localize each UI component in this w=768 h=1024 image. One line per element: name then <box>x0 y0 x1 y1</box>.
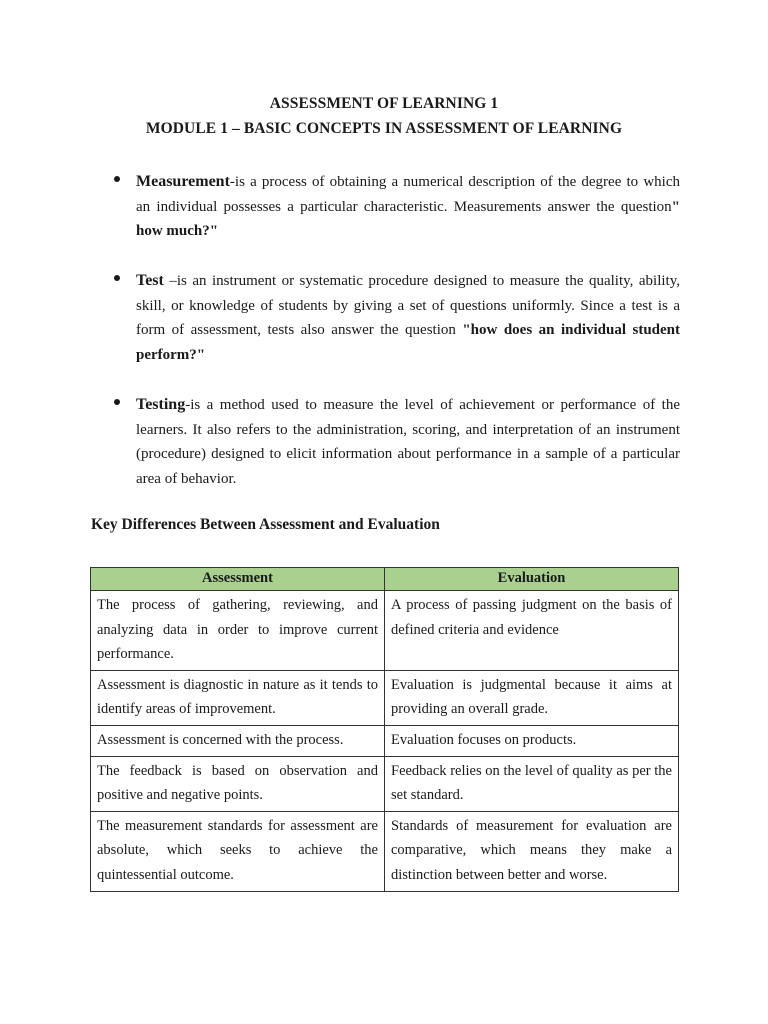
column-header-evaluation: Evaluation <box>385 568 679 591</box>
definition-text <box>136 393 680 492</box>
assessment-cell: The process of gathering, reviewing, and analyzing data in order to improve current performance. <box>91 591 385 671</box>
definition-emphasis: "how does an individual student perform?" <box>136 322 681 364</box>
evaluation-cell: Feedback relies on the level of quality as per the set standard. <box>385 756 679 811</box>
bullet-icon <box>114 275 120 281</box>
table-row <box>91 756 679 811</box>
definition-body: -is a process of obtaining a numerical description of the degree to which an individual possesses a particular characteristic. Measurements answer the question <box>136 174 680 215</box>
definition-text <box>136 269 680 368</box>
table-row <box>91 670 679 725</box>
evaluation-cell: Evaluation focuses on products. <box>385 725 679 756</box>
table-row <box>91 811 679 891</box>
table-header-row <box>91 568 679 591</box>
definition-body: -is a method used to measure the level of achievement or performance of the learners. It also refers to the administration, scoring, and interpretation of an instrument (procedure) designed to elicit information about performance in a sample of a particular area of behavior. <box>136 397 680 488</box>
table-row <box>91 725 679 756</box>
column-header-assessment: Assessment <box>91 568 385 591</box>
course-title: ASSESSMENT OF LEARNING 1 <box>269 95 499 112</box>
definition-term: Testing <box>136 396 186 413</box>
assessment-cell: The measurement standards for assessment are absolute, which seeks to achieve the quintessential outcome. <box>91 811 385 891</box>
comparison-heading: Key Differences Between Assessment and Evaluation <box>91 516 440 533</box>
definition-text <box>136 170 680 244</box>
definition-test <box>114 269 680 368</box>
table-row <box>91 591 679 671</box>
comparison-table <box>90 567 679 892</box>
definition-term: Test <box>136 272 164 289</box>
definition-measurement <box>114 170 680 244</box>
definition-body: –is an instrument or systematic procedure designed to measure the quality, ability, skill, or knowledge of students by giving a set of questions uniformly. Since a test is a form of assessment, tests also answer the question <box>136 273 680 339</box>
bullet-icon <box>114 176 120 182</box>
assessment-cell: Assessment is concerned with the process. <box>91 725 385 756</box>
assessment-cell: The feedback is based on observation and positive and negative points. <box>91 756 385 811</box>
assessment-cell: Assessment is diagnostic in nature as it tends to identify areas of improvement. <box>91 670 385 725</box>
module-title: MODULE 1 – BASIC CONCEPTS IN ASSESSMENT OF LEARNING <box>145 120 623 137</box>
definition-term: Measurement <box>136 173 230 190</box>
evaluation-cell: A process of passing judgment on the basis of defined criteria and evidence <box>385 591 679 671</box>
definition-emphasis: " how much?" <box>136 198 680 240</box>
bullet-icon <box>114 399 120 405</box>
evaluation-cell: Evaluation is judgmental because it aims at providing an overall grade. <box>385 670 679 725</box>
definition-testing <box>114 393 680 492</box>
evaluation-cell: Standards of measurement for evaluation are comparative, which means they make a distinction between better and worse. <box>385 811 679 891</box>
